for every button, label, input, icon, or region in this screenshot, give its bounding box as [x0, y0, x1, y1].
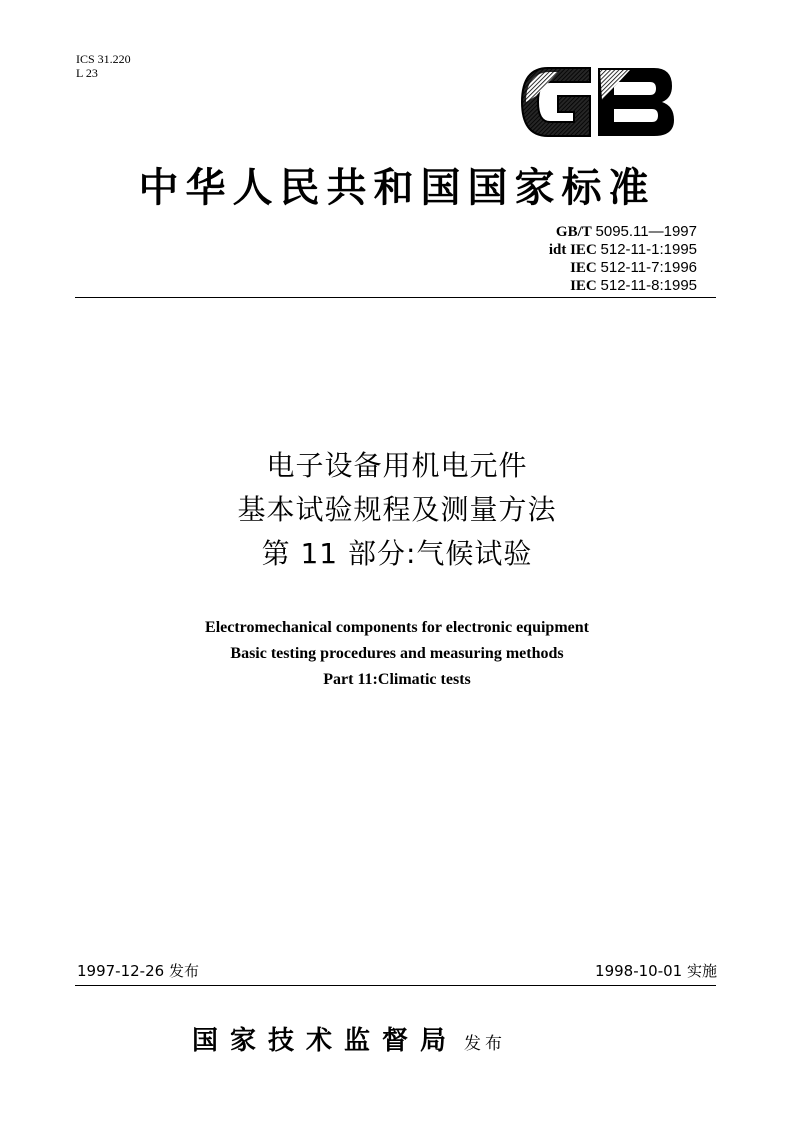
- english-title-line: Electromechanical components for electronic equipment: [205, 619, 589, 636]
- standard-id-line: [437, 277, 697, 295]
- issuer-organization: 国家技术监督局: [192, 1026, 459, 1056]
- english-title-line: Basic testing procedures and measuring methods: [230, 645, 564, 662]
- effective-date: 1998-10-01 实施: [595, 962, 717, 980]
- chinese-title: [0, 444, 794, 576]
- header-divider: [75, 297, 716, 298]
- national-standard-title: 中华人民共和国国家标准: [138, 164, 656, 211]
- standard-id-prefix: GB/T: [555, 224, 592, 240]
- standard-id-line: [437, 241, 697, 259]
- gb-logo-icon: [518, 60, 676, 144]
- standard-id-line: [437, 259, 697, 277]
- english-title: [0, 615, 794, 693]
- standard-id-line: [437, 223, 697, 241]
- standard-id-prefix: IEC: [570, 278, 597, 294]
- standard-id-prefix: IEC: [570, 260, 597, 276]
- chinese-title-line: 基本试验规程及测量方法: [237, 493, 557, 526]
- chinese-title-line: 电子设备用机电元件: [266, 449, 528, 482]
- issuing-authority: [192, 1020, 506, 1057]
- standard-id-number: 512-11-1:1995: [600, 241, 697, 258]
- english-title-line: Part 11:Climatic tests: [323, 671, 471, 688]
- issue-date: 1997-12-26 发布: [77, 962, 199, 980]
- standard-identifiers: [437, 223, 697, 295]
- standard-id-number: 5095.11—1997: [595, 223, 697, 240]
- ics-code: ICS 31.220: [76, 52, 131, 66]
- standard-id-number: 512-11-8:1995: [600, 277, 697, 294]
- ccs-code: L 23: [76, 66, 98, 80]
- issuer-action: 发布: [464, 1034, 507, 1054]
- chinese-title-line: 第 11 部分:气候试验: [261, 537, 533, 570]
- standard-id-prefix: idt IEC: [548, 242, 597, 258]
- standard-id-number: 512-11-7:1996: [600, 259, 697, 276]
- footer-divider: [75, 985, 716, 986]
- classification-codes: [76, 52, 131, 80]
